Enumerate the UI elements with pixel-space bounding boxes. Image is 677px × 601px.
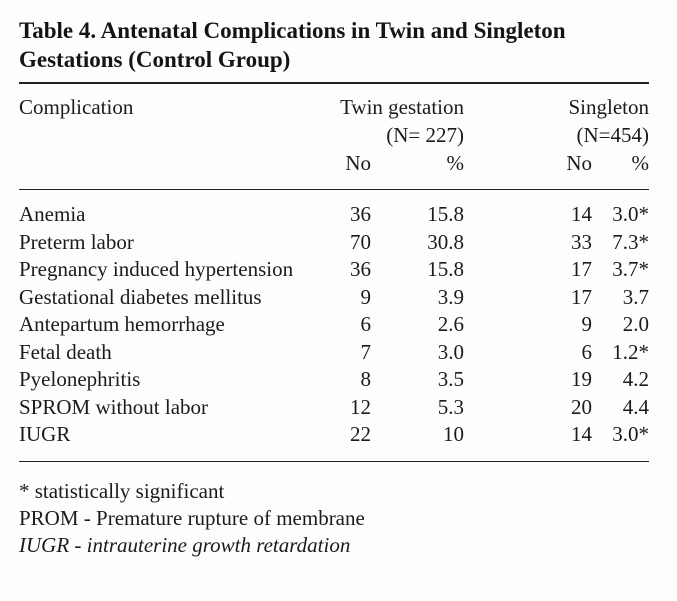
singleton-pct-cell: 3.7 xyxy=(622,284,649,309)
header-twin-pct: % xyxy=(446,151,464,175)
table-title-line-1: Table 4. Antenatal Complications in Twin and Singleton xyxy=(19,18,566,43)
singleton-pct-cell: 3.0* xyxy=(612,422,649,446)
twin-pct-cell: 3.5 xyxy=(437,367,464,391)
footnote-significance: * statistically significant xyxy=(19,478,225,503)
table-header xyxy=(19,93,649,177)
twin-no-cell: 6 xyxy=(360,312,371,336)
header-singleton: Singleton xyxy=(568,95,650,119)
singleton-no-cell: 19 xyxy=(571,367,592,391)
table-row xyxy=(19,339,649,367)
header-singleton-n: (N=454) xyxy=(576,123,650,147)
table-row xyxy=(19,311,649,339)
table-row xyxy=(19,394,649,422)
header-singleton-pct: % xyxy=(631,151,650,175)
row-label: Preterm labor xyxy=(19,229,134,254)
twin-no-cell: 36 xyxy=(350,257,371,281)
table-row xyxy=(19,366,649,394)
singleton-no-cell: 20 xyxy=(571,394,592,419)
row-label: SPROM without labor xyxy=(19,394,209,419)
row-label: Pyelonephritis xyxy=(19,367,141,391)
top-rule xyxy=(19,82,649,84)
table-row xyxy=(19,201,649,229)
table-row xyxy=(19,256,649,284)
table-row xyxy=(19,284,649,312)
twin-pct-cell: 5.3 xyxy=(437,394,464,419)
twin-pct-cell: 3.0 xyxy=(437,339,464,364)
twin-pct-cell: 30.8 xyxy=(427,229,464,254)
row-label: Antepartum hemorrhage xyxy=(19,312,225,336)
header-complication: Complication xyxy=(19,95,134,119)
singleton-pct-cell: 1.2* xyxy=(612,339,649,364)
twin-no-cell: 7 xyxy=(360,339,371,364)
singleton-pct-cell: 2.0 xyxy=(622,312,649,336)
twin-pct-cell: 15.8 xyxy=(427,257,464,281)
footnote-prom: PROM - Premature rupture of membrane xyxy=(19,505,365,530)
twin-pct-cell: 2.6 xyxy=(437,312,464,336)
singleton-pct-cell: 4.4 xyxy=(622,394,649,419)
singleton-no-cell: 33 xyxy=(571,229,592,254)
header-singleton-no: No xyxy=(566,151,592,175)
twin-no-cell: 8 xyxy=(360,367,371,391)
row-label: Pregnancy induced hypertension xyxy=(19,257,294,281)
singleton-pct-cell: 4.2 xyxy=(622,367,649,391)
header-twin-no: No xyxy=(345,151,371,175)
table-figure xyxy=(19,16,649,559)
twin-no-cell: 12 xyxy=(350,394,371,419)
table-row xyxy=(19,229,649,257)
singleton-no-cell: 14 xyxy=(571,202,592,226)
table-body xyxy=(19,201,649,449)
singleton-pct-cell: 3.0* xyxy=(612,202,649,226)
twin-no-cell: 70 xyxy=(350,229,371,254)
table-footnotes xyxy=(19,478,649,559)
twin-no-cell: 36 xyxy=(350,202,371,226)
singleton-no-cell: 17 xyxy=(571,257,592,281)
header-twin-gestation: Twin gestation xyxy=(340,95,464,119)
singleton-no-cell: 9 xyxy=(581,312,592,336)
twin-pct-cell: 10 xyxy=(443,422,464,446)
singleton-no-cell: 14 xyxy=(571,422,592,446)
singleton-pct-cell: 3.7* xyxy=(612,257,649,281)
row-label: Gestational diabetes mellitus xyxy=(19,284,262,309)
footnote-iugr: IUGR - intrauterine growth retardation xyxy=(19,532,351,557)
header-rule xyxy=(19,189,649,190)
singleton-no-cell: 6 xyxy=(581,339,592,364)
row-label: Anemia xyxy=(19,202,86,226)
twin-no-cell: 9 xyxy=(360,284,371,309)
twin-no-cell: 22 xyxy=(350,422,371,446)
twin-pct-cell: 15.8 xyxy=(427,202,464,226)
row-label: Fetal death xyxy=(19,339,112,364)
header-twin-n: (N= 227) xyxy=(386,123,464,147)
table-row xyxy=(19,421,649,449)
singleton-no-cell: 17 xyxy=(571,284,592,309)
row-label: IUGR xyxy=(19,422,71,446)
table-title-line-2: Gestations (Control Group) xyxy=(19,47,291,72)
bottom-rule xyxy=(19,461,649,462)
twin-pct-cell: 3.9 xyxy=(437,284,464,309)
singleton-pct-cell: 7.3* xyxy=(612,229,649,254)
